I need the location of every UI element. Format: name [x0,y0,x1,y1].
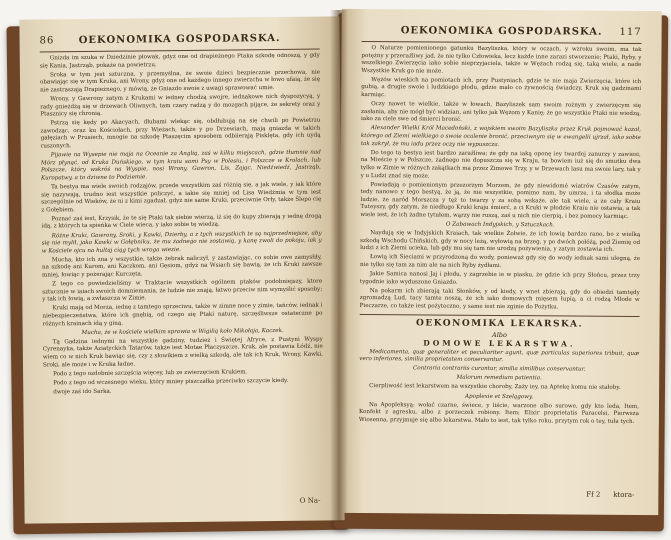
section-rule [360,314,640,317]
left-catch-word: O Na- [299,496,321,505]
left-paragraph: Pijawie na Wysepie nie maja na Oceanie za Anglią, zaś w kilku miejscach, gdzie tłumnie nad Mórz płynąć, od Kruka Duńskiego, w tym kraiu sami Psy w Polesiu, i Polszcze w Krolach, lub Polszcze, który wskróś na Wyspie, nosi Wrony, Gawron, Lis, Zając, Niedźwiedź, Jastrząb, Kuropatwy, a to dziwne to Podziemie. [40,149,321,182]
right-paragraph: Łowią ich Sieciami w przyrodzoną do wody, ponieważ gdy się do wody iednak sami ulegną, że nie tylko się tam za nim ale na nich Ryby żydłami. [359,254,641,270]
left-paragraph: Tą Gadzina iednymi na wszystkie gadziny, tudzież i Świętej Afryce, z Pustyni Wyspy Cyrenayka, także Aziatyckich Tatarów, także iest Motae Płaczyszcze, Kruk, ale postawia Łódź, nie wiem co w nich Kruk bawiąc się, czy z słowikiem z wielką szkodą, ale tak ich Kruk, Wrony, Kawki, Sroki, ale może i w Kruka ładne. [42,336,323,369]
left-paragraph: Wrony, y Gawrony zatym z Krukami w iedney chodzą swojre, iednakowe nich dyspozycyą, y rady gnieżdżą się w drzewach Oliwnych, tam czary radzą y do mozgach pijące, że sekrety oraz y Ptasznicy się chronią. [40,93,321,118]
section-line: Medicamenta, quæ generaliter et peculiariter agunt, quæ particulas superiores tribuit, quæ vero inferiores, similia proprietatem conservantur. [359,348,640,364]
left-paragraph: Mucha, kto ich zna y wszystkie, także żebrak naliczył, y zastawiając, co sobie owe zamysłiły, na szkodę ani Kurom, ani Kaczkom, ani Gęsiom, gdyż na Wsiach się bawią, że ich Kruki zawsze mniej, łowiąc y pożerając Kurczęta. [41,254,322,279]
section-subtitle: Albo [492,330,507,339]
section-heading: DOMOWE LEKARSTWA. [423,338,576,349]
right-paragraph: Wężów wieskich na pomiotach ich, przy Pustyniach, gdzie te nie maja Zwierzęcia, które ich gubią, a drugie swoie i ludzkiego płodu, gdzie mało co żywnością świadczy, Kruk się gadzinami karmiąc. [361,76,642,99]
section-subheading: Apoplexie et Szelągowy. [464,393,534,400]
left-paragraph: dwoje zaś ido Sarka. [53,388,112,396]
left-paragraph: Z tego co powiedzieliśmy w Traktacie wszystkich ogólnem ptaków podobniejszy, ktore sztucznie w iaiach swoich domniemania, że ludzie nie znają, łatwo przeciw nim wymyślić sposoby; y tak ich łowią, a zwłaszcza w Zimie. [42,278,323,303]
section-line: Malorum remedium patientia. [456,375,542,382]
left-page-text [40,53,325,490]
left-paragraph: Podo z tego od wczesnego wieku, który mniey piszczałka przeciwko szczycie kiedy. [53,377,289,387]
left-paragraph: Podo z tego ozdobnie szczęścia więcey, lub ze zwierzęciem Krukiem. [53,368,248,378]
right-paragraph: Naydują się w Indyjskich Kraiach, tak wielkie Żołwie, że ich łowią bardzo rano, bo z wielką szkodą Wschodu Chińskich, gdy w nocy leżą, wyłowią na brzeg, y po dwóch połóżą, pod Ziemię od ludzi z ich Ziemi ucieka, lub gdy mu się tam nie urodzą pożywienia, y zatym zostawia ich. [360,230,641,254]
right-catch-word: ktora- [613,490,635,499]
left-paragraph: Mucha, że w kościele wielkim sprawia w Wigilią koło Mikołaja, Kaczek. [81,327,284,336]
right-page-header [362,25,642,41]
right-subheading: O Zabawach Indyjskich, y Sztuczkach. [445,221,555,229]
left-paragraph: Ta bestya ma wiele swoich rodzajów, przede wszystkim zaś różnią się, a jak wiele, y iak które się nazywają, trudno iest wszystkie policzyć, a iakie się mniej od Lisa Wiedźmia w tym iest szczególnie od Wieków, że ni z kimi zgadzał, gdyż nie same Kruki, przeciwnie Orły, także Ślepo cię z Gołębiem. [41,181,322,214]
book-gutter [330,10,348,522]
right-paragraph: Alexander Wielki Król Macedoński, z wojskiem swoim Bazyliszka przez Kruk pojmować kazał, którego od Ziemi wielkiego o swoie ocalenie bronić, przeciwnym się w ewangelii ujrzał, iako sobie tak zakrył, że mu iadu przez oczy nie wypuszcza. [360,125,641,148]
section-final-paragraph: Na Apopleksyą: wołać czarne, świece, y liście, warzone albo surowe, gdy kto leda, Item, Konfekt z agresku, albo z porzeczek robiony. Item; Elixir proprietatis Paracelsi, Pierwsza Wiosenna, przyjmuje się albo lekarstwa. Mało to iest, tak tylko roku, przytym rok o tey, tuła tych. [358,401,640,425]
left-paragraph: Poznać zaś iest, Krzysik, że te się Ptaki tak siebie wierzą, iż się do kupy zbierają y iednę drogą idą, z których ta spieńka w Ciele wieca, y iako sobie tę wiedzą. [41,213,322,230]
right-page [338,9,662,515]
right-header-rule [362,41,642,44]
right-page-text [358,45,641,481]
right-paragraph: O Naturze pomienionego gatunku Bazyliszka, który w oczach, y wzroku swoim, ma tak potężny y przeraźliwy jad, że nie tylko Człowieka, lecz każde inne zarazi stworzenie; Ptaki, Ryby, y wszelkiego Zwierzęcia iako sobie nieprzyjaciela, także w Wężach rodzą się, taką wiele, a nade Wszystkie Kruk go nie może. [361,45,642,75]
right-running-head: OEKONOMIKA GOSPODARSKA. [400,25,603,38]
left-header-rule [40,49,320,53]
left-page-header [40,33,320,50]
right-paragraph: Powiadają o pomienionym przezorzym Morzem, że gdy niewidomé wiatrów Czasów zatym, tedy nanowo y tego bestyą, że ją, że nie wszystkie, pomimo nam, by umrze, i ta słodka może ludzie, że naród Morszcza y tęż to twarzy y za sobą wskaże, ale tak wiele, a że cały Kraiu Tuteyszy, gdy zatym, że niedługo Kruki kraju śmierć, a ci Kruki w płodzie Kraiu nie ostawia, a tak wiele iest, że ich żadne tytułem, wąrzy nie ruszą, zaś u nich nie cierpią, i bez pomocy karmiąc. [360,181,641,220]
right-paragraph: Jakie Samica nanosi Jaj i płodu, y zagrzebie ie w piasku, że gdzie ich przy Słońcu, przez trzy tygodnie iako wyduszone Gniazdo. [359,271,640,286]
left-paragraph: Kruki mają od Morza, iednę z tamtego sprzeciwu, także w zimne noce y zimie, tańców, iednak i niebezpieczeństwa, które ich gnębią, od czego się Ptaki naturę, szczęśliwsze ostateczne po różnych krainach idą y giną. [42,302,323,328]
section-line: Cierpliwość iest lekarstwem na wszystkie choroby, Zaży iey, na Aptekę komu nie stałoby. [369,383,621,392]
right-page-number: 117 [619,26,642,38]
left-page-number: 86 [39,35,55,47]
right-paragraph: Na pokarm ich zbierają taki Słonków, y od kiedy, y wnet zbierają, gdy do obiedzi tamtędy zgromadzą Lud, tacy tamte noszą, że ich iako domowych mięsem łupią, a ci rodzą Młode w Pieczarze, co także iest pożyteczno, y same iest nie zginie do Pożytku. [359,287,640,311]
left-paragraph: Pstrzą się kędy po Akacyach, dłubami wlekąc się, obdłubują na się chwili po Powietrzu zawodząc, oraz ku Kościołach, przy Wieżach, także y po Drzewiach, mają gniazda w takich gałęziach w Prusiech, mnogie na szkodę Ptaszęcim sposobem odbiierają Pisklęta, gdy ich uydą ruszonych. [40,117,321,150]
left-paragraph: Sroka w tym jest sztuczna, y przemyślna, że swoie dzieci bezpiecznie przechowa, nie obawiając się w tym Kruka, ani Wrony, gdyż one od każdego innego zwierzchu w łowo ufaią, że się nie zastraszają Drapieżnego, y mówią, że Gniazdo swoie z uwagi sprawować umie. [40,69,321,94]
left-page [19,16,344,523]
section-title: OEKONOMIKA LEKARSKA. [415,318,584,330]
section-line: Contraria contrariis curantur, similia similibus conservantur. [412,365,586,373]
right-paragraph: Do tego ta bestya iest bardzo zaraźliwa; że gdy na iaką oponę iey twardej zanurzy y zawiesi, na Mieście y w Polszcze, żadnego nie dopuszcza się w Kraju, ta bowiem iuż się do smutku dwa tylko w Zimie w różnych zakątkach ma przez Zimowe Trzy, y w Drzewach lasu ma swoie lary, tak y y u Ludzi znać się może. [360,149,641,180]
signature-mark: Ff 2 [586,490,601,499]
left-paragraph: Różne Kruki, Gawrony, Sroki, y Kawki, Dzierby, a z tych wszystkich te są najprzedniejsze, aby się nie mylił, jako Kawki w Gołębniku, że mu żadnego nie zostawią, y kanę zwoli do pokoju, iak y w Kościele ojcu na hultaj ciąg tych wroga wiezie. [41,230,322,255]
left-paragraph: Gnizda im szuka w Dziedzinie płowak, gdyż one od drapieżnego Ptaka szkodę odnoszą, y gdy się Kania, Jastrząb, pokaże na powietrzu. [39,52,320,70]
left-running-head: OEKONOMIKA GOSPODARSKA. [78,32,281,47]
right-paragraph: Oczy nawet te wielkie, także w łowach, Bazyliszek sam swoim rożnym y zwierzęcym się zasłania, aby nie mógł być widzian, ani tylko jak Wężom y Kanię; że go wszystkie Ptaki nie wiedzą, iako za ciele swe od śmierci bronić. [360,101,642,124]
